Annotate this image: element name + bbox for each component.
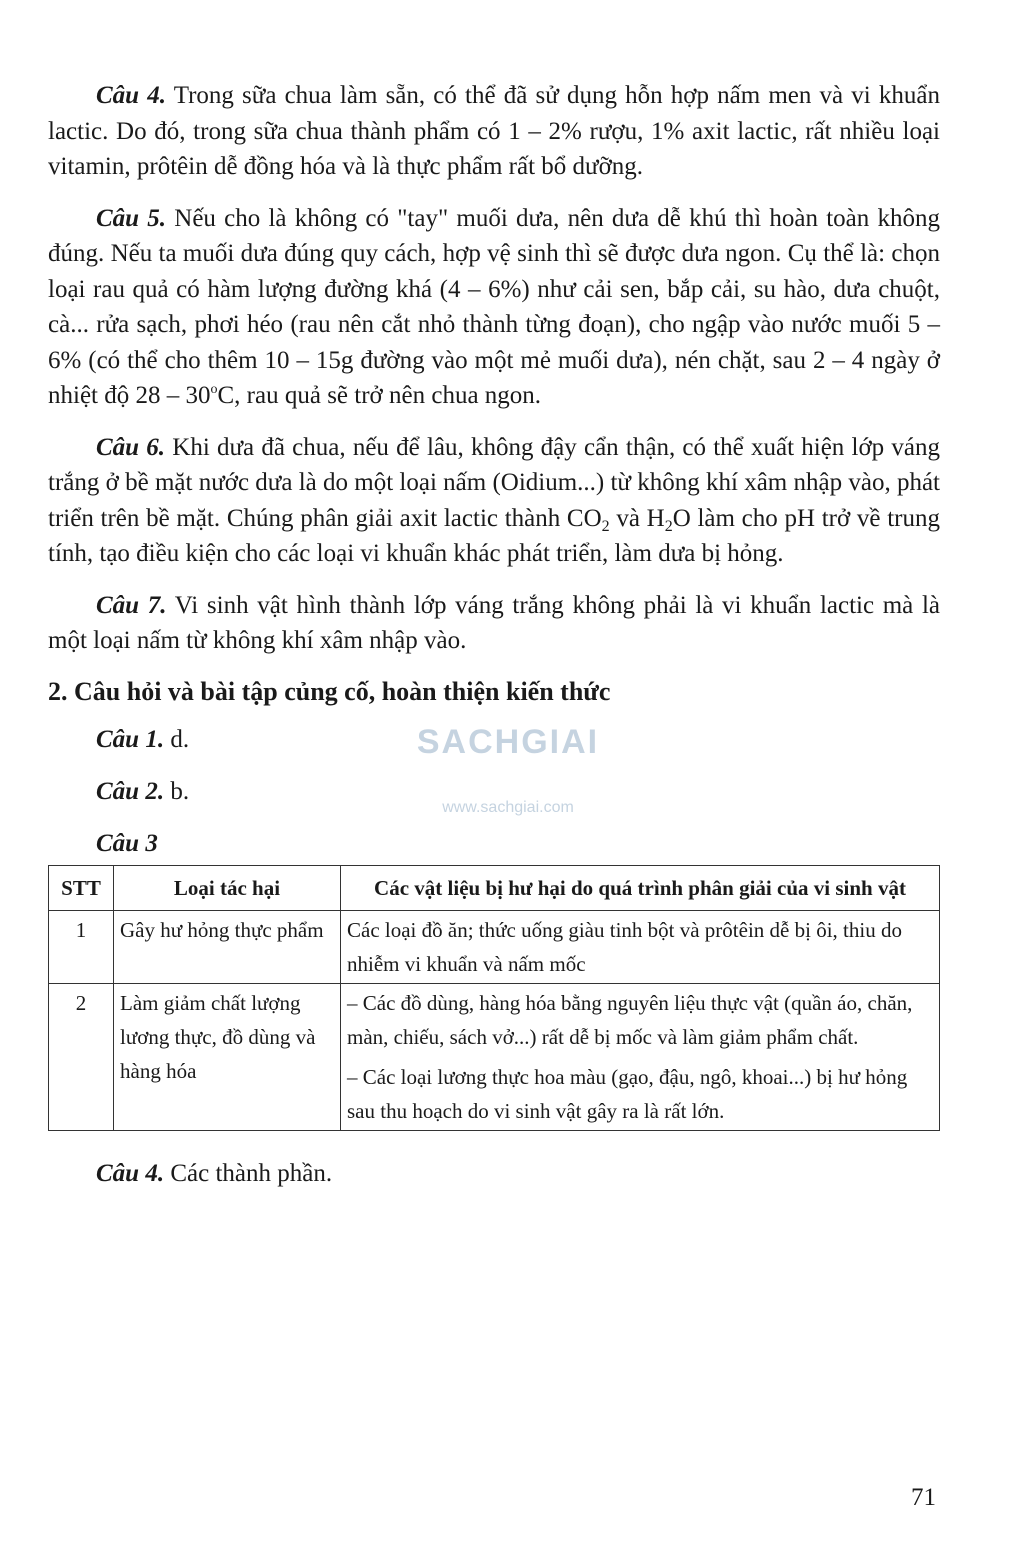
column-header-type: Loại tác hại (114, 865, 341, 910)
answer-text: Vi sinh vật hình thành lớp váng trắng không phải là vi khuẩn lactic mà là một loại nấm từ không khí xâm nhập vào. (48, 591, 940, 654)
page-number: 71 (911, 1484, 936, 1511)
question-label: Câu 5. (96, 204, 167, 232)
answer-2 (96, 775, 940, 809)
table-row (49, 910, 940, 983)
answer-1 (96, 723, 940, 757)
column-header-stt: STT (49, 865, 114, 910)
cell-type: Làm giảm chất lượng lương thực, đồ dùng và hàng hóa (114, 983, 341, 1130)
watermark-name: SACHGIAI (416, 723, 600, 761)
question-label: Câu 3 (96, 829, 158, 857)
answer-text: Nếu cho là không có "tay" muối dưa, nên dưa dễ khú thì hoàn toàn không đúng. Nếu ta muối dưa đúng quy cách, hợp vệ sinh thì sẽ được dưa ngon. Cụ thể là: chọn loại rau quả có hàm lượng đường khá (4 – 6%) như cải sen, bắp cải, su hào, dưa chuột, cà... rửa sạch, phơi héo (rau nên cắt nhỏ thành từng đoạn), cho ngập vào nước muối 5 – 6% (có thể cho thêm 10 – 15g đường vào một mẻ muối dưa), nén chặt, sau 2 – 4 ngày ở nhiệt độ 28 – 30 (48, 204, 940, 409)
answer-q5 (48, 201, 940, 414)
cell-paragraph: Các loại đồ ăn; thức uống giàu tinh bột và prôtêin dễ bị ôi, thiu do nhiễm vi khuẩn và nấm mốc (347, 917, 902, 976)
cell-materials (341, 910, 940, 983)
answer-q7 (48, 588, 940, 659)
answer-text: d. (170, 725, 190, 753)
answer-4 (96, 1157, 940, 1191)
question-label: Câu 1. (96, 725, 165, 753)
cell-stt: 1 (49, 910, 114, 983)
table-header-row (49, 865, 940, 910)
page-content (48, 78, 940, 1209)
answer-text-end: O làm cho pH trở về trung tính, tạo điều kiện cho các loại vi khuẩn khác phát triển, làm dưa bị hỏng. (48, 504, 940, 567)
answer-text-mid: và H (609, 504, 665, 532)
answer-q6 (48, 430, 940, 572)
answer-text: Các thành phần. (170, 1159, 333, 1187)
question-label: Câu 6. (96, 433, 166, 461)
section-heading: 2. Câu hỏi và bài tập củng cố, hoàn thiện kiến thức (48, 676, 611, 706)
subscript: 2 (664, 517, 673, 535)
answer-text-end: C, rau quả sẽ trở nên chua ngon. (217, 382, 542, 409)
answer-3 (96, 827, 940, 861)
answer-q4 (48, 78, 940, 185)
cell-materials (341, 983, 940, 1130)
cell-paragraph: – Các loại lương thực hoa màu (gạo, đậu, ngô, khoai...) bị hư hỏng sau thu hoạch do vi sinh vật gây ra là rất lớn. (347, 1064, 908, 1123)
question-label: Câu 4. (96, 1159, 165, 1187)
column-header-materials: Các vật liệu bị hư hại do quá trình phân giải của vi sinh vật (341, 865, 940, 910)
answer-text: b. (170, 777, 190, 805)
answer-text: Khi dưa đã chua, nếu để lâu, không đậy cẩn thận, có thể xuất hiện lớp váng trắng ở bề mặt nước dưa là do một loại nấm (Oidium...) từ không khí xâm nhập vào, phát triển trên bề mặt. Chúng phân giải axit lactic thành CO (48, 433, 940, 532)
watermark-url: www.sachgiai.com (442, 799, 574, 816)
harm-table (48, 865, 940, 1131)
answer-text: Trong sữa chua làm sẵn, có thể đã sử dụng hỗn hợp nấm men và vi khuẩn lactic. Do đó, trong sữa chua thành phẩm có 1 – 2% rượu, 1% axit lactic, rất nhiều loại vitamin, prôtêin dễ đồng hóa và là thực phẩm rất bổ dưỡng. (48, 82, 940, 180)
question-label: Câu 4. (96, 82, 166, 109)
question-label: Câu 7. (96, 591, 167, 619)
subscript: 2 (601, 517, 610, 535)
table-row (49, 983, 940, 1130)
cell-type: Gây hư hỏng thực phẩm (114, 910, 341, 983)
degree-superscript: o (210, 382, 218, 397)
cell-paragraph: – Các đồ dùng, hàng hóa bằng nguyên liệu thực vật (quần áo, chăn, màn, chiếu, sách vở...) rất dễ bị mốc và làm giảm phẩm chất. (347, 990, 913, 1049)
question-label: Câu 2. (96, 777, 165, 805)
cell-stt: 2 (49, 983, 114, 1130)
